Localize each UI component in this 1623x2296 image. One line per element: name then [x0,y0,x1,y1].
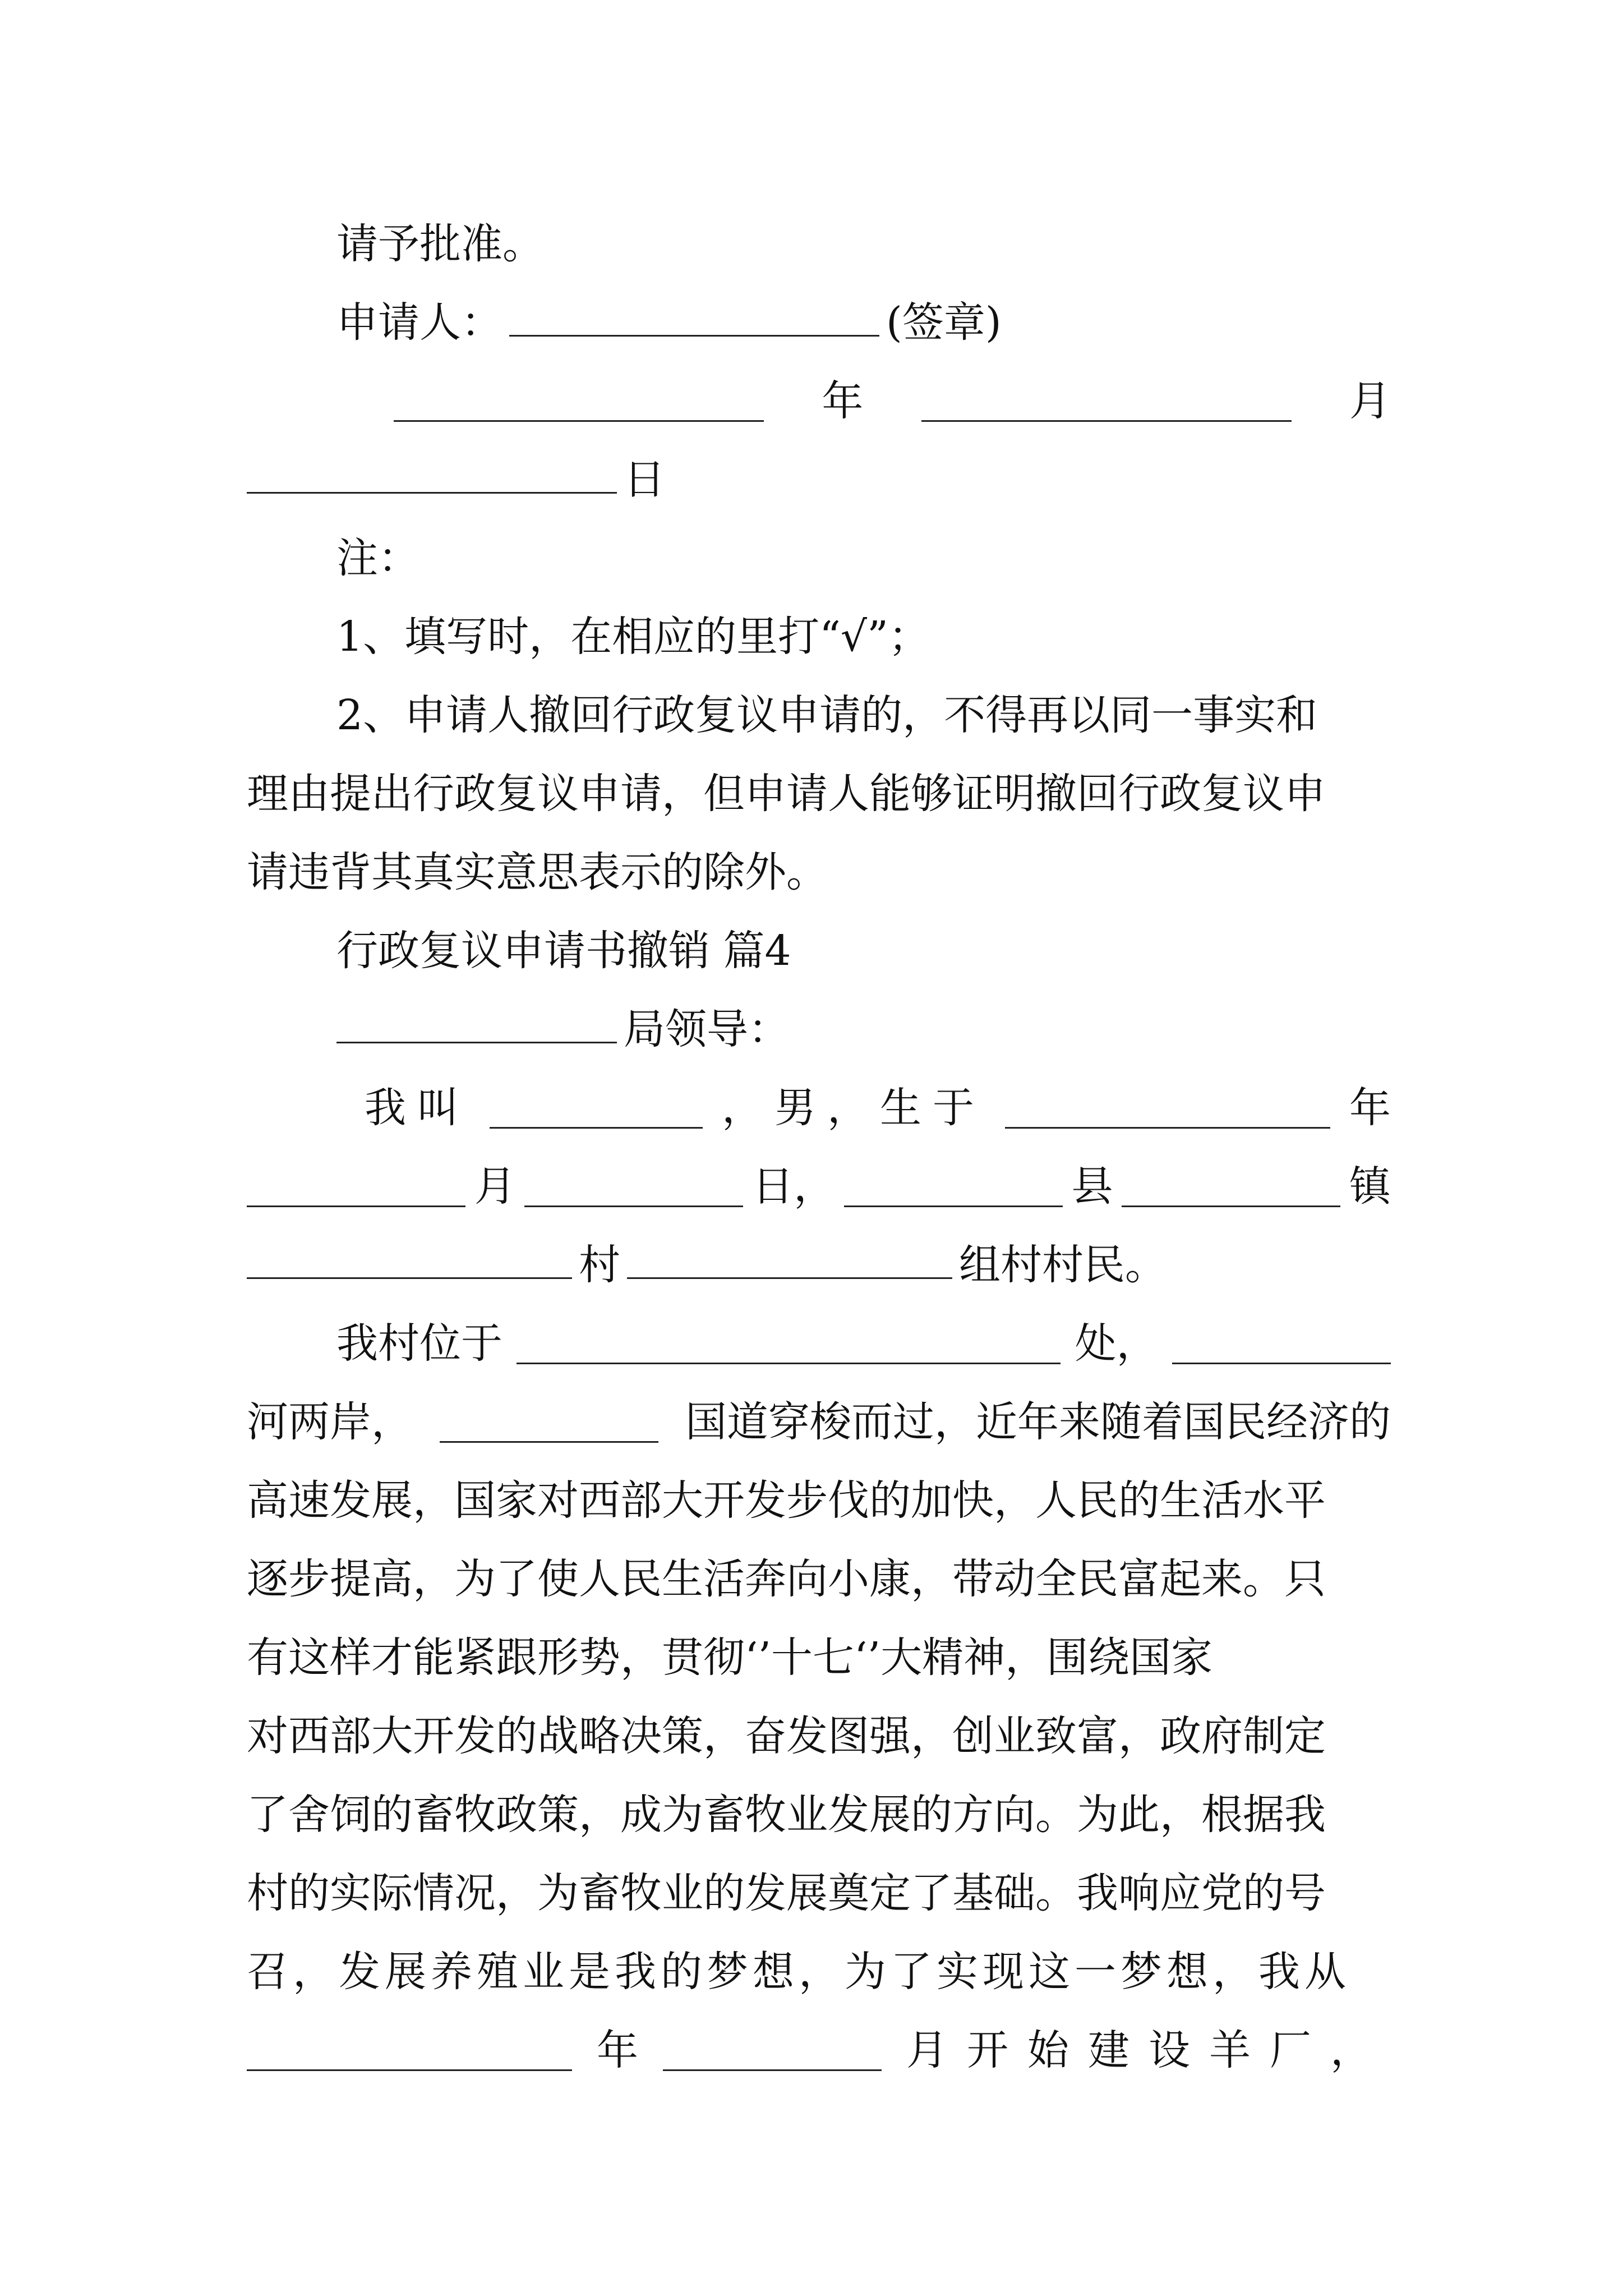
text: 理由提出行政复议申请，但申请人能够证明撤回行政复议申 [247,770,1326,818]
group-label: 组村村民。 [959,1241,1166,1289]
paragraph-line [247,1461,1391,1540]
bureau-blank[interactable] [336,1002,617,1043]
year-label: 年 [822,377,864,425]
intro-line [247,1069,1391,1147]
paragraph-line [247,1540,1391,1618]
start-month-blank[interactable] [663,2030,882,2071]
text: 请予批准。 [336,220,544,268]
applicant-line [247,283,1391,362]
location-blank[interactable] [517,1323,1061,1364]
text: 2、申请人撤回行政复议申请的，不得再以同一事实和 [336,691,1318,739]
text: 对西部大开发的战略决策，奋发图强，创业致富，政府制定 [247,1712,1326,1760]
text: 1、填写时，在相应的里打“√”； [336,613,930,661]
text: ，男，生于 [722,1084,985,1132]
note-item-2-end [247,833,1391,912]
paragraph-line [247,1618,1391,1697]
river-blank[interactable] [1172,1323,1391,1364]
highway-blank[interactable] [440,1402,658,1443]
paragraph-line [247,1775,1391,1854]
group-blank[interactable] [627,1238,952,1279]
day-blank[interactable] [247,453,617,494]
month-label: 月 [474,1162,516,1211]
town-label: 镇 [1349,1162,1391,1211]
text: 河两岸， [247,1398,413,1446]
month-label: 月 [1349,377,1391,425]
paragraph-line [247,1932,1391,2011]
construction-line [247,2011,1391,2090]
start-year-blank[interactable] [247,2030,572,2071]
text: 处， [1075,1319,1158,1368]
addressee-line [247,990,1391,1069]
year-label: 年 [1349,1084,1391,1132]
village-line [247,1226,1391,1304]
location-line [247,1304,1391,1383]
birth-line [247,1147,1391,1226]
text: 注： [336,534,419,582]
applicant-blank[interactable] [509,296,879,337]
county-blank[interactable] [844,1166,1063,1207]
text: 我叫 [365,1084,470,1132]
text: 逐步提高，为了使人民生活奔向小康，带动全民富起来。只 [247,1555,1326,1603]
birth-day-blank[interactable] [524,1166,743,1207]
text: 行政复议申请书撤销 篇4 [336,927,791,975]
addressee-label: 局领导： [624,1005,790,1053]
town-blank[interactable] [1122,1166,1340,1207]
text: 月开始建设羊厂， [906,2026,1391,2074]
paragraph-line [247,1854,1391,1932]
text: 高速发展，国家对西部大开发步伐的加快，人民的生活水平 [247,1476,1326,1525]
village-label: 村 [579,1241,620,1289]
note-item-1 [247,597,1391,676]
seal-label: (签章) [886,298,1002,347]
birth-month-blank[interactable] [247,1166,465,1207]
day-label: 日 [624,455,665,504]
year-blank[interactable] [394,381,764,422]
note-heading [247,519,1391,597]
text: 我村位于 [336,1319,502,1368]
paragraph-line [247,1697,1391,1775]
approval-line [247,205,1391,283]
section-title [247,912,1391,990]
note-item-2-cont [247,754,1391,833]
text: 有这样才能紧跟形势，贯彻‘’十七‘’大精神，围绕国家 [247,1634,1213,1682]
date-line [247,362,1391,440]
text: 国道穿梭而过，近年来随着国民经济的 [685,1398,1391,1446]
year-label: 年 [597,2026,638,2074]
day-line [247,440,1391,519]
text: 请违背其真实意思表示的除外。 [247,848,828,896]
month-blank[interactable] [921,381,1292,422]
note-item-2 [247,676,1391,754]
river-line [247,1383,1391,1461]
county-label: 县 [1071,1162,1113,1211]
text: 召，发展养殖业是我的梦想，为了实现这一梦想，我从 [247,1948,1350,1996]
text: 了舍饲的畜牧政策，成为畜牧业发展的方向。为此，根据我 [247,1791,1326,1839]
birth-year-blank[interactable] [1005,1088,1330,1129]
name-blank[interactable] [490,1088,703,1129]
village-blank[interactable] [247,1238,572,1279]
applicant-label: 申请人： [336,298,502,347]
day-label: 日， [752,1162,836,1211]
text: 村的实际情况，为畜牧业的发展奠定了基础。我响应党的号 [247,1869,1326,1917]
